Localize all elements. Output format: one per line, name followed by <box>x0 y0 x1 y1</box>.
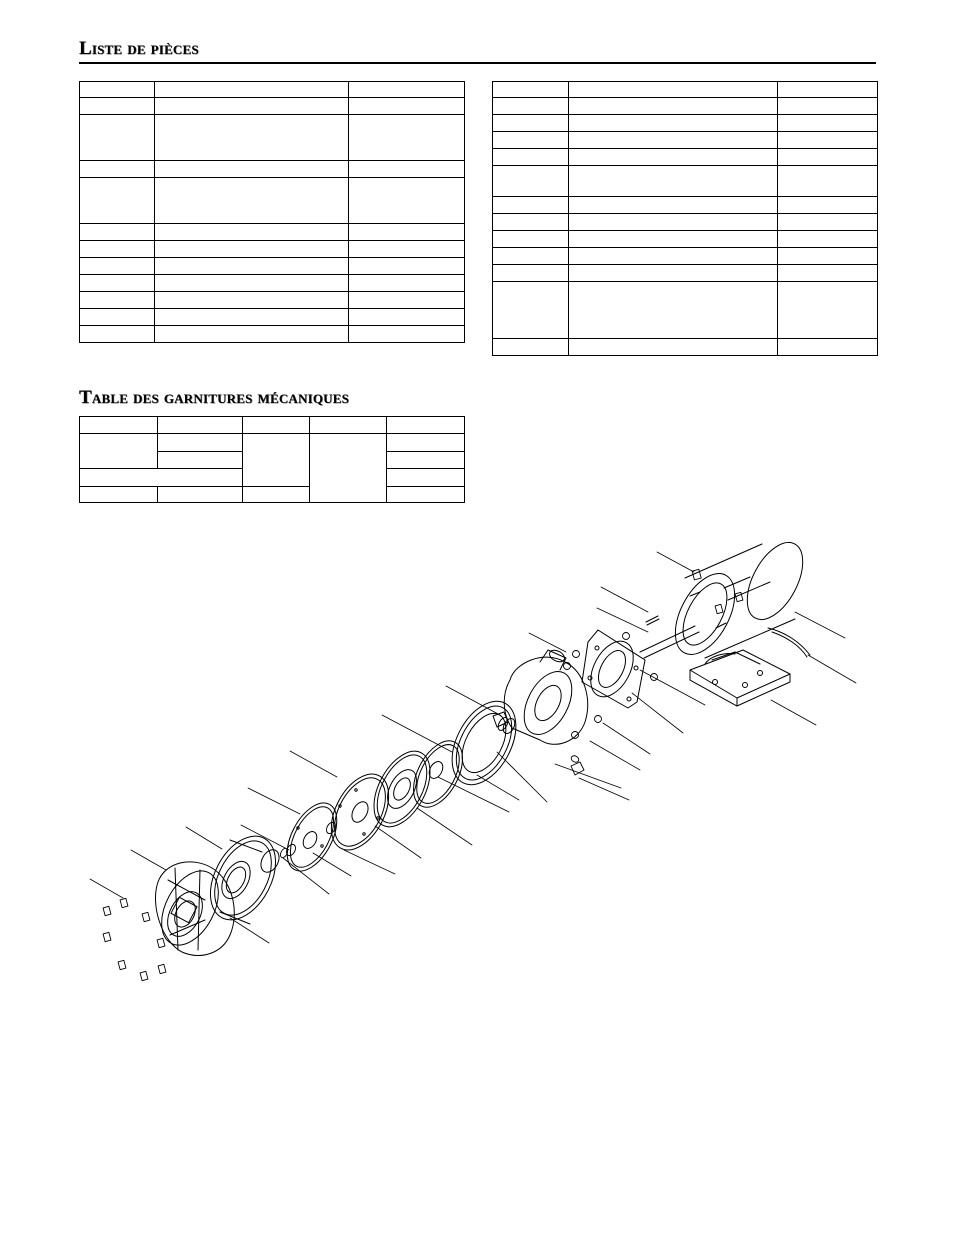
motor-shaft <box>640 616 699 658</box>
impeller <box>403 733 472 815</box>
pump-housing <box>150 861 234 955</box>
motor-spring-clip <box>768 628 810 657</box>
section-title: Liste de pièces <box>79 38 199 59</box>
pump-volute <box>504 648 587 744</box>
leader-lines <box>90 552 856 943</box>
motor <box>663 534 814 665</box>
seal-table-title: Table des garnitures mécaniques <box>79 387 350 408</box>
seal-plate <box>582 630 645 708</box>
o-ring <box>257 847 282 876</box>
nut-icon <box>564 633 658 739</box>
motor-bolt-icon <box>692 569 743 613</box>
housing-diffuser <box>197 825 289 931</box>
